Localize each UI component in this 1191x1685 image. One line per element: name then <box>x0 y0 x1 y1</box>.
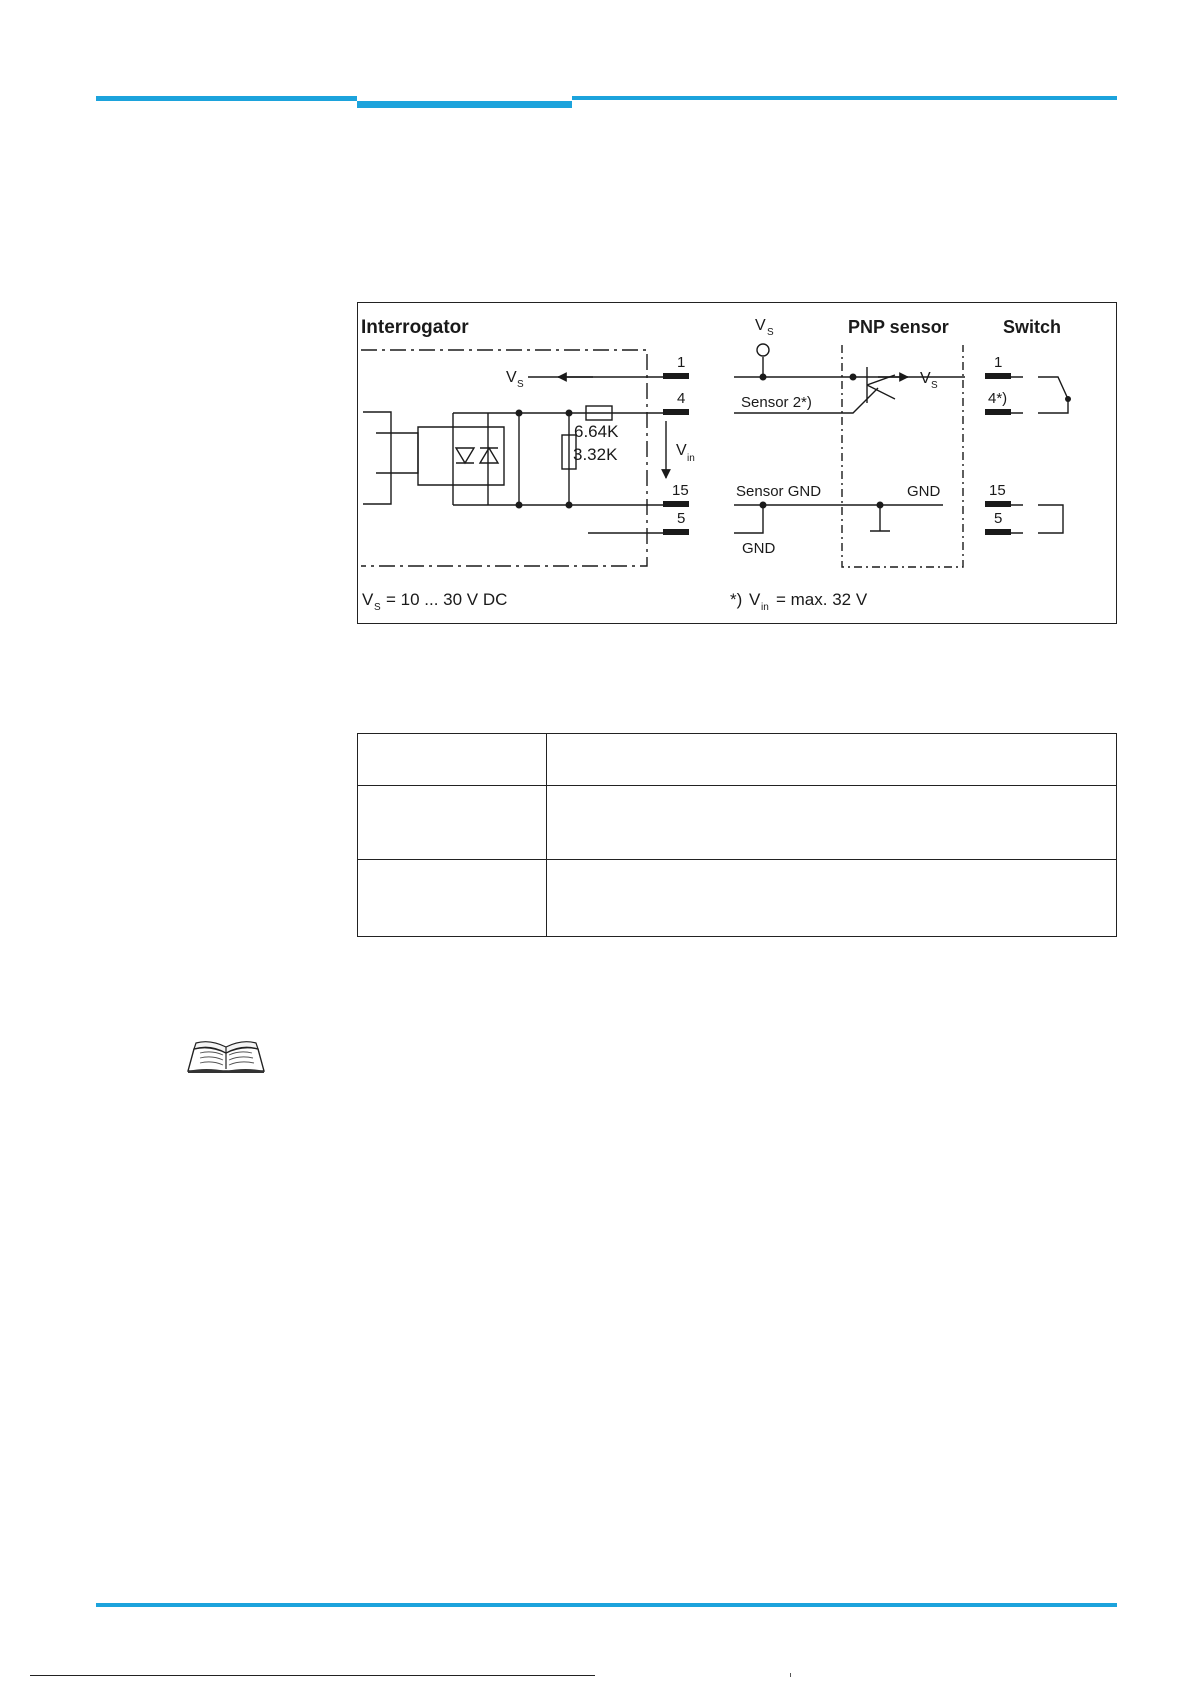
gnd-stem <box>734 505 763 533</box>
vs-right-sub: S <box>931 380 938 391</box>
pin-15-pad <box>663 501 689 507</box>
book-icon <box>186 1039 266 1073</box>
header-rule-left <box>96 96 357 101</box>
diode-1 <box>456 448 474 463</box>
table-row <box>358 786 1117 860</box>
table-cell <box>547 860 1117 937</box>
vs-supply-circle <box>757 344 769 356</box>
gnd-right-label: GND <box>907 483 941 500</box>
switch-contact <box>1038 377 1068 413</box>
svg-text:V: V <box>749 590 761 609</box>
footnote-right-suffix: = max. 32 V <box>776 590 868 609</box>
table-cell <box>547 786 1117 860</box>
switch-pin-5-pad <box>985 529 1011 535</box>
switch-pin-5-label: 5 <box>994 510 1003 527</box>
svg-text:V: V <box>920 370 931 387</box>
header-rule-right <box>572 96 1117 100</box>
svg-text:V: V <box>676 442 687 459</box>
switch-bridge <box>1038 505 1063 533</box>
footnote-right-prefix: *) <box>730 590 743 609</box>
resistor-1-value: 6.64K <box>574 422 619 441</box>
switch-pin-4-label: 4*) <box>988 390 1008 407</box>
pnp-transistor <box>867 367 895 403</box>
pin-1-pad <box>663 373 689 379</box>
vs-top-sub: S <box>767 327 774 338</box>
switch-pin-1-label: 1 <box>994 354 1003 371</box>
interrogator-title: Interrogator <box>361 317 469 338</box>
switch-leads <box>1008 377 1023 533</box>
bottom-mark <box>790 1673 791 1677</box>
sensor2-label: Sensor 2*) <box>741 394 812 411</box>
bottom-hairline <box>30 1675 595 1676</box>
footnote-vin-sub: in <box>761 602 769 613</box>
switch-pin-1-pad <box>985 373 1011 379</box>
vs-left-sub: S <box>517 379 524 390</box>
pin-5-label: 5 <box>677 510 686 527</box>
svg-text:V: V <box>362 590 374 609</box>
sensor-gnd-label: Sensor GND <box>736 483 822 500</box>
switch-pin-4-pad <box>985 409 1011 415</box>
pin-5-pad <box>663 529 689 535</box>
wiring-diagram-svg <box>358 303 1118 625</box>
pnp-sensor-boundary <box>842 345 963 567</box>
table-cell <box>358 860 547 937</box>
switch-title: Switch <box>1003 317 1062 337</box>
pin-15-label: 15 <box>672 482 689 499</box>
footer-rule <box>96 1603 1117 1607</box>
table-row <box>358 734 1117 786</box>
pin-4-label: 4 <box>677 390 686 407</box>
table-cell <box>358 734 547 786</box>
pnp-sensor-title: PNP sensor <box>848 317 949 337</box>
pin-1-label: 1 <box>677 354 686 371</box>
switch-pin-15-pad <box>985 501 1011 507</box>
pin-4-pad <box>663 409 689 415</box>
svg-text:V: V <box>755 317 766 334</box>
header-rule-tab <box>357 101 572 108</box>
ground-symbol <box>870 505 890 531</box>
opto-input-lead <box>363 412 391 504</box>
spec-table <box>357 733 1117 937</box>
resistor-2-value: 3.32K <box>573 445 618 464</box>
diode-2 <box>480 448 498 463</box>
footnote-vs-sub: S <box>374 602 381 613</box>
wiring-diagram <box>357 302 1117 624</box>
table-cell <box>547 734 1117 786</box>
vin-sub: in <box>687 453 695 464</box>
switch-pin-15-label: 15 <box>989 482 1006 499</box>
table-cell <box>358 786 547 860</box>
svg-text:V: V <box>506 369 517 386</box>
table-row <box>358 860 1117 937</box>
gnd-left-label: GND <box>742 540 776 557</box>
opto-transistor <box>376 433 418 473</box>
footnote-left: = 10 ... 30 V DC <box>386 590 508 609</box>
